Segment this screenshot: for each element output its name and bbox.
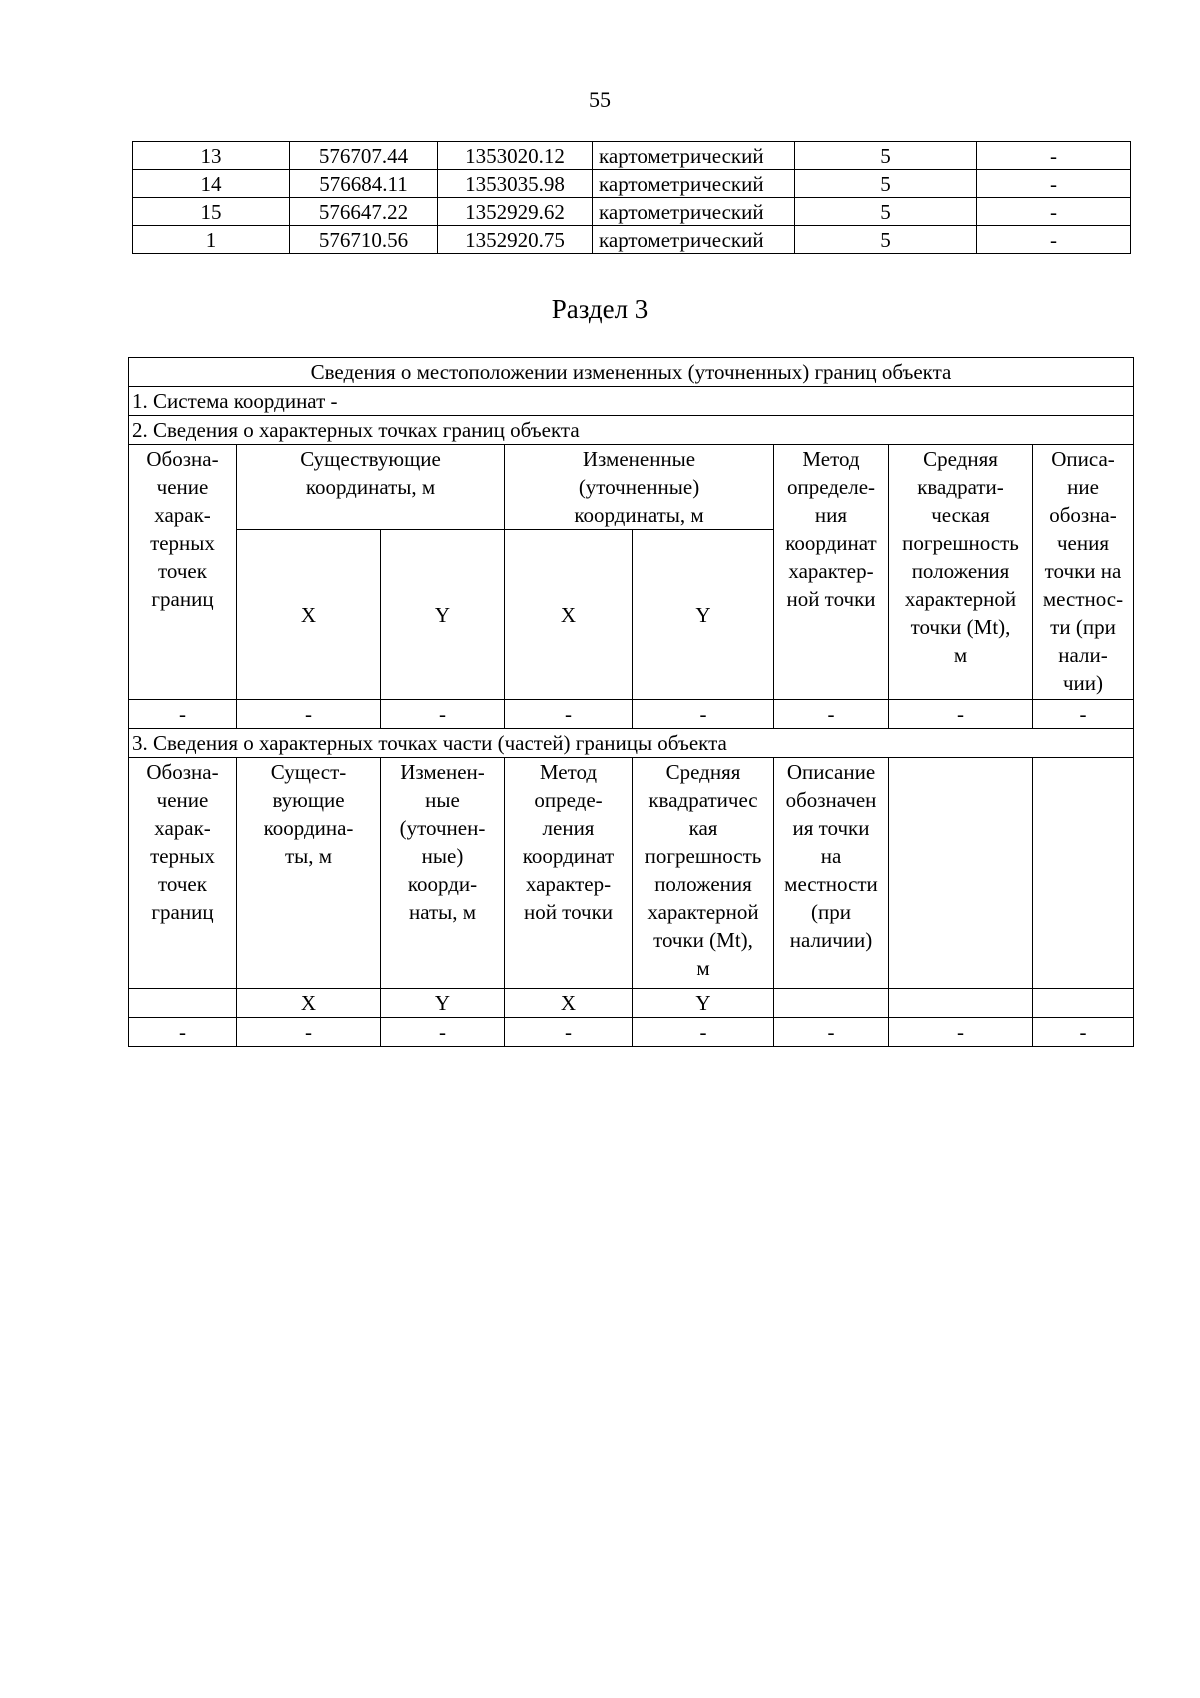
header-description: Описа- ние обозна- чения точки на местнос- ти (при нали- чии) bbox=[1033, 445, 1134, 700]
table-row bbox=[133, 142, 1131, 170]
accuracy-cell: 5 bbox=[795, 142, 977, 170]
y-coordinate-cell: 1352920.75 bbox=[438, 226, 593, 254]
method-cell: картометрический bbox=[593, 142, 795, 170]
section-title: Раздел 3 bbox=[551, 294, 649, 324]
part-header-row-cell: Описание обозначен ия точки на местности (при наличии) bbox=[774, 758, 889, 989]
y-coordinate-cell: 1352929.62 bbox=[438, 198, 593, 226]
accuracy-cell: 5 bbox=[795, 226, 977, 254]
empty-data-row-cell: - bbox=[889, 700, 1033, 729]
header-method: Метод определе- ния координат характер- ной точки bbox=[774, 445, 889, 700]
part-empty-data-row-cell: - bbox=[633, 1018, 774, 1047]
x-coordinate-cell: 576710.56 bbox=[290, 226, 438, 254]
part-empty-data-row-cell: - bbox=[889, 1018, 1033, 1047]
part-header-row-cell bbox=[1033, 758, 1134, 989]
header-point-designation: Обозна- чение харак- терных точек границ bbox=[129, 445, 237, 700]
part-xy-row-cell bbox=[1033, 989, 1134, 1018]
empty-data-row-cell: - bbox=[381, 700, 505, 729]
coordinate-system-line: 1. Система координат - bbox=[129, 387, 1134, 416]
part-empty-data-row-cell: - bbox=[381, 1018, 505, 1047]
empty-data-row-cell: - bbox=[774, 700, 889, 729]
y-coordinate-cell: 1353035.98 bbox=[438, 170, 593, 198]
part-header-row bbox=[129, 758, 1134, 989]
header-existing-y: Y bbox=[381, 530, 505, 700]
table-row bbox=[133, 226, 1131, 254]
x-coordinate-cell: 576647.22 bbox=[290, 198, 438, 226]
header-changed-y: Y bbox=[633, 530, 774, 700]
point-number-cell: 1 bbox=[133, 226, 290, 254]
part-header-row-cell: Средняя квадратичес кая погрешность положения характерной точки (Mt), м bbox=[633, 758, 774, 989]
page-number: 55 bbox=[589, 87, 611, 112]
part-header-row-cell: Изменен- ные (уточнен- ные) коорди- наты, м bbox=[381, 758, 505, 989]
coordinates-table bbox=[132, 141, 1131, 254]
accuracy-cell: 5 bbox=[795, 170, 977, 198]
description-cell: - bbox=[977, 170, 1131, 198]
part-xy-row-cell bbox=[129, 989, 237, 1018]
table-title: Сведения о местоположении измененных (уточненных) границ объекта bbox=[129, 358, 1134, 387]
x-coordinate-cell: 576684.11 bbox=[290, 170, 438, 198]
empty-data-row bbox=[129, 700, 1134, 729]
accuracy-cell: 5 bbox=[795, 198, 977, 226]
point-number-cell: 13 bbox=[133, 142, 290, 170]
header-changed-coordinates: Измененные (уточненные) координаты, м bbox=[505, 445, 774, 530]
part-xy-row-cell: X bbox=[505, 989, 633, 1018]
description-cell: - bbox=[977, 226, 1131, 254]
empty-data-row-cell: - bbox=[129, 700, 237, 729]
table-row bbox=[133, 170, 1131, 198]
empty-data-row-cell: - bbox=[1033, 700, 1134, 729]
empty-data-row-cell: - bbox=[237, 700, 381, 729]
method-cell: картометрический bbox=[593, 198, 795, 226]
part-empty-data-row bbox=[129, 1018, 1134, 1047]
empty-data-row-cell: - bbox=[633, 700, 774, 729]
description-cell: - bbox=[977, 142, 1131, 170]
part-boundary-heading: 3. Сведения о характерных точках части (частей) границы объекта bbox=[129, 729, 1134, 758]
part-empty-data-row-cell: - bbox=[1033, 1018, 1134, 1047]
description-cell: - bbox=[977, 198, 1131, 226]
part-header-row-cell: Метод опреде- ления координат характер- ной точки bbox=[505, 758, 633, 989]
y-coordinate-cell: 1353020.12 bbox=[438, 142, 593, 170]
boundary-points-heading: 2. Сведения о характерных точках границ объекта bbox=[129, 416, 1134, 445]
header-changed-x: X bbox=[505, 530, 633, 700]
part-empty-data-row-cell: - bbox=[237, 1018, 381, 1047]
part-header-row-cell: Обозна- чение харак- терных точек границ bbox=[129, 758, 237, 989]
boundary-changes-table bbox=[128, 357, 1134, 1047]
empty-data-row-cell: - bbox=[505, 700, 633, 729]
part-empty-data-row-cell: - bbox=[774, 1018, 889, 1047]
part-xy-row-cell: X bbox=[237, 989, 381, 1018]
part-empty-data-row-cell: - bbox=[505, 1018, 633, 1047]
table-row bbox=[133, 198, 1131, 226]
part-xy-row-cell: Y bbox=[381, 989, 505, 1018]
header-accuracy: Средняя квадрати- ческая погрешность положения характерной точки (Mt), м bbox=[889, 445, 1033, 700]
header-existing-x: X bbox=[237, 530, 381, 700]
part-xy-row-cell: Y bbox=[633, 989, 774, 1018]
header-existing-coordinates: Существующие координаты, м bbox=[237, 445, 505, 530]
method-cell: картометрический bbox=[593, 226, 795, 254]
part-empty-data-row-cell: - bbox=[129, 1018, 237, 1047]
x-coordinate-cell: 576707.44 bbox=[290, 142, 438, 170]
part-xy-row-cell bbox=[889, 989, 1033, 1018]
point-number-cell: 14 bbox=[133, 170, 290, 198]
point-number-cell: 15 bbox=[133, 198, 290, 226]
part-header-row-cell: Сущест- вующие координа- ты, м bbox=[237, 758, 381, 989]
part-header-row-cell bbox=[889, 758, 1033, 989]
part-xy-row-cell bbox=[774, 989, 889, 1018]
part-xy-row bbox=[129, 989, 1134, 1018]
method-cell: картометрический bbox=[593, 170, 795, 198]
